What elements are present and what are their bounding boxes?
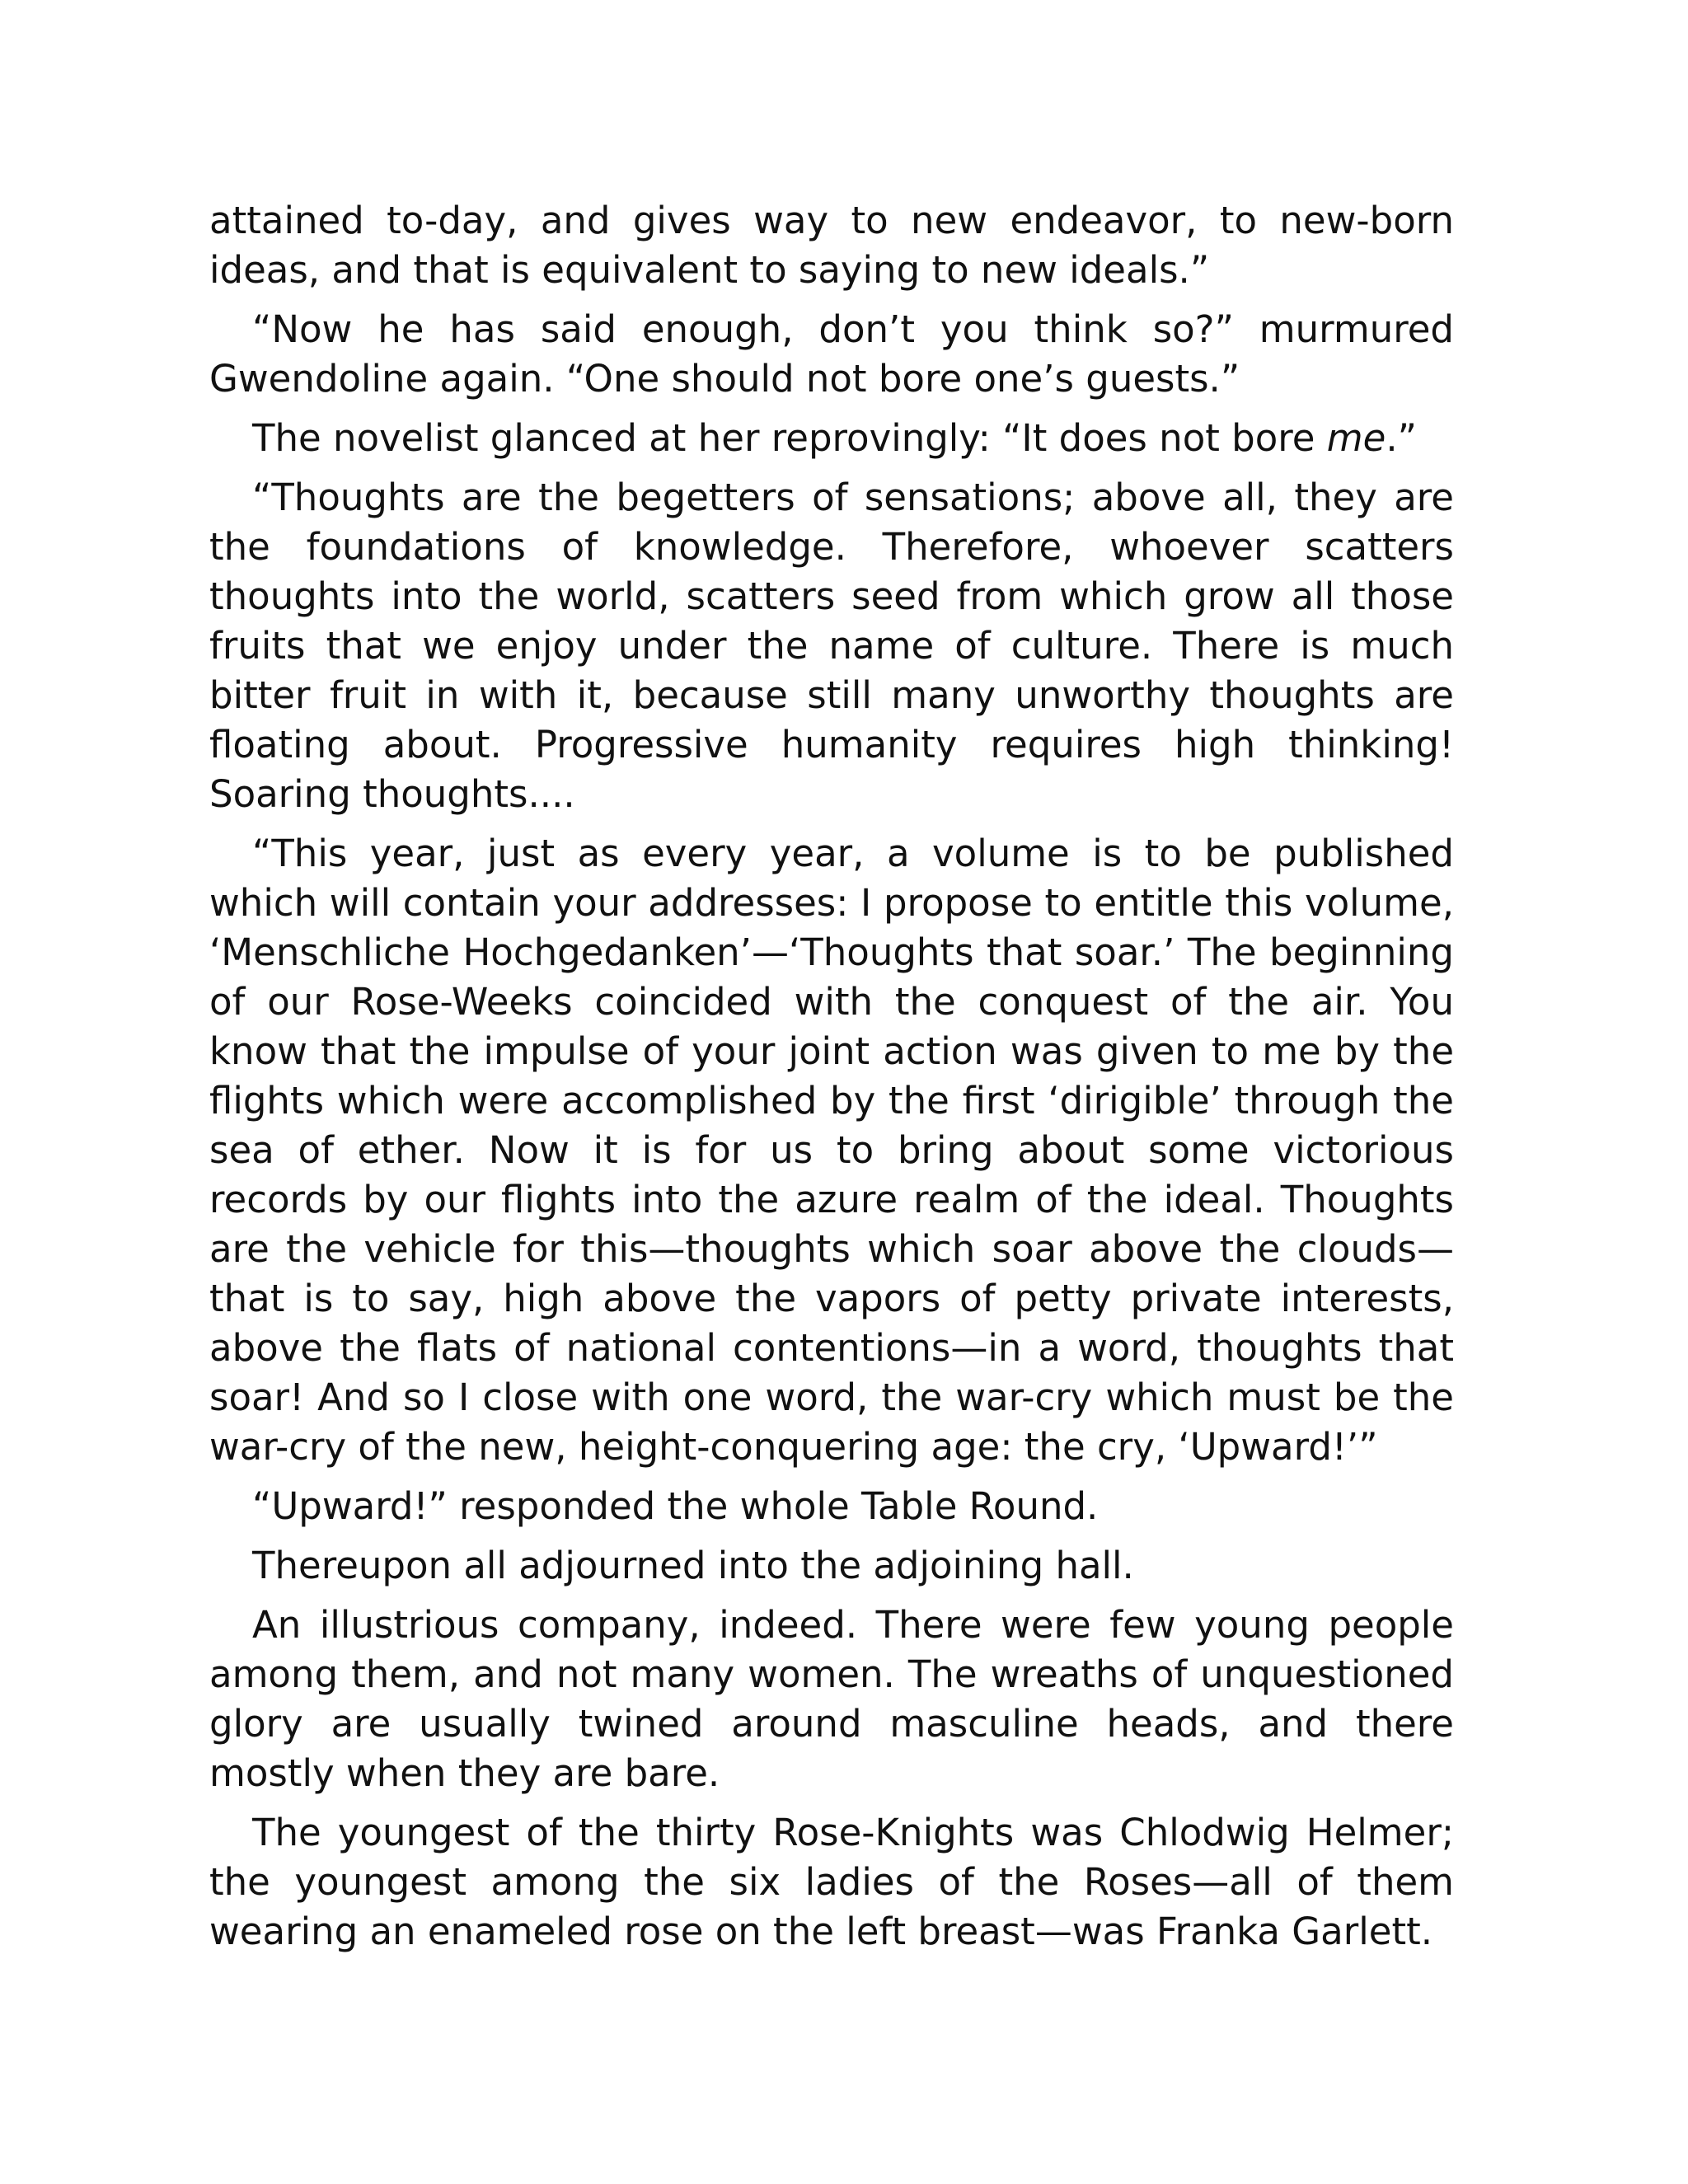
novelist-reply-closing: .” (1386, 416, 1417, 460)
paragraph-upward-response: “Upward!” responded the whole Table Round. (252, 1484, 1099, 1528)
paragraph-thoughts-speech: “Thoughts are the begetters of sensations; above all, they are the foundations of knowledge. Therefore, whoever scatters thoughts into the world, scatters seed from which grow all those fruits that we enjoy under the name of culture. There is much bitter fruit in with it, because still many unworthy thoughts are floating about. Progressive humanity requires high thinking! Soaring thoughts.... (209, 476, 1454, 816)
novelist-reply-emphasis: me (1326, 416, 1386, 460)
paragraph-novelist-reply (209, 414, 1454, 463)
paragraph-youngest-knights: The youngest of the thirty Rose-Knights was Chlodwig Helmer; the youngest among the six ladies of the Roses—all of them wearing an enameled rose on the left breast—was Franka Garlett. (209, 1811, 1454, 1953)
paragraph-volume-speech: “This year, just as every year, a volume is to be published which will contain your addresses: I propose to entitle this volume, ‘Menschliche Hochgedanken’—‘Thoughts that soar.’ The beginning of our Rose-Weeks coincided with the conquest of the air. You know that the impulse of your joint action was given to me by the flights which were accomplished by the first ‘dirigible’ through the sea of ether. Now it is for us to bring about some victorious records by our flights into the azure realm of the ideal. Thoughts are the vehicle for this—thoughts which soar above the clouds—that is to say, high above the vapors of petty private interests, above the flats of national contentions—in a word, thoughts that soar! And so I close with one word, the war-cry which must be the war-cry of the new, height-conquering age: the cry, ‘Upward!’” (209, 832, 1454, 1469)
page-body (209, 196, 1454, 1966)
paragraph-adjourned: Thereupon all adjourned into the adjoining hall. (252, 1544, 1134, 1587)
paragraph-gwendoline-remark: “Now he has said enough, don’t you think so?” murmured Gwendoline again. “One should not bore one’s guests.” (209, 307, 1454, 401)
novelist-reply-text: The novelist glanced at her reprovingly: “It does not bore (252, 416, 1327, 460)
paragraph-continuation: attained to-day, and gives way to new endeavor, to new-born ideas, and that is equivalent to saying to new ideals.” (209, 199, 1454, 292)
paragraph-illustrious-company: An illustrious company, indeed. There were few young people among them, and not many women. The wreaths of unquestioned glory are usually twined around masculine heads, and there mostly when they are bare. (209, 1603, 1454, 1795)
